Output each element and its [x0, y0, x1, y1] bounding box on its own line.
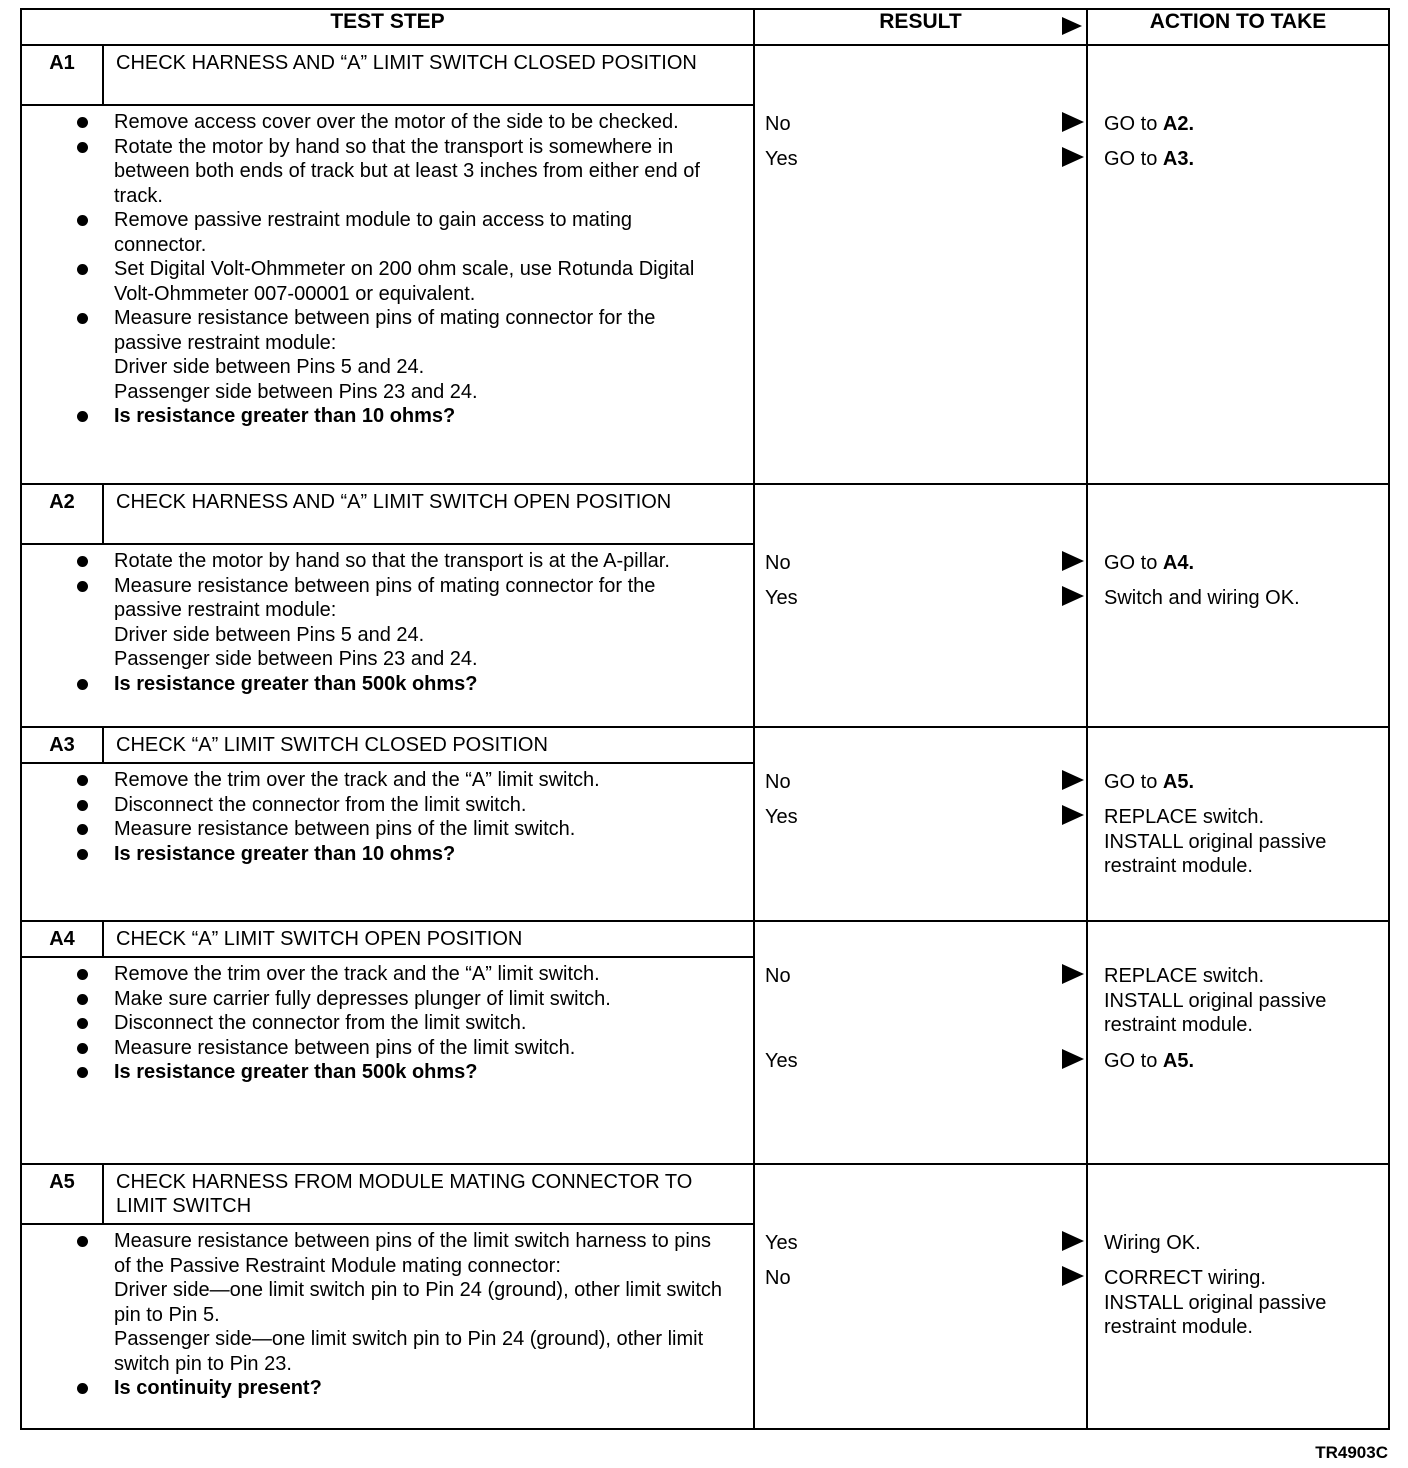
result-cell [754, 45, 1087, 484]
step-instructions [22, 958, 753, 1087]
test-step-cell [21, 727, 754, 921]
test-step-header: TEST STEP [21, 9, 754, 45]
step-row-a4 [21, 921, 1389, 1164]
instruction-bullet: Disconnect the connector from the limit switch. [114, 1011, 723, 1036]
step-id: A5 [22, 1165, 104, 1223]
action-step-reference: A5. [1162, 1050, 1195, 1072]
arrow-right-icon [1062, 147, 1084, 167]
arrow-right-icon [1062, 1266, 1084, 1286]
step-question: Is resistance greater than 10 ohms? [114, 404, 723, 429]
action-cell [1087, 45, 1389, 484]
result-label: No [765, 113, 791, 135]
instruction-bullet: Remove passive restraint module to gain access to mating connector. [114, 208, 723, 257]
action-instruction: REPLACE switch. INSTALL original passive restraint module. [1104, 965, 1327, 1036]
arrow-right-icon [1062, 1231, 1084, 1251]
step-row-a5 [21, 1164, 1389, 1429]
instruction-bullet: Measure resistance between pins of the limit switch. [114, 1036, 723, 1061]
step-heading [22, 46, 753, 106]
action-text [1104, 770, 1382, 795]
instruction-bullet: Disconnect the connector from the limit switch. [114, 793, 723, 818]
action-instruction: GO to [1104, 113, 1163, 135]
instruction-bullet: Measure resistance between pins of the limit switch harness to pins of the Passive Restraint Module mating connector: Driver side—one limit switch pin to Pin 24 (ground), other limit switch pin to Pin 5. Passenger side—one limit switch pin to Pin 24 (ground), other limit switch pin to Pin 23. [114, 1230, 722, 1375]
action-step-reference: A5. [1162, 771, 1195, 793]
table-header-row [21, 9, 1389, 45]
action-text [1104, 964, 1382, 1038]
instruction-bullet: Rotate the motor by hand so that the transport is somewhere in between both ends of track but at least 3 inches from either end of track. [114, 135, 723, 209]
action-instruction: Wiring OK. [1104, 1232, 1201, 1254]
diagnostic-table [20, 8, 1390, 1430]
instruction-bullet: Remove the trim over the track and the “A” limit switch. [114, 962, 723, 987]
result-label: Yes [765, 1050, 798, 1072]
instruction-bullet: Remove access cover over the motor of the side to be checked. [114, 110, 723, 135]
action-instruction: Switch and wiring OK. [1104, 587, 1300, 609]
instruction-bullet: Measure resistance between pins of mating connector for the passive restraint module: Driver side between Pins 5 and 24. Passenger side between Pins 23 and 24. [114, 306, 723, 404]
step-title: CHECK “A” LIMIT SWITCH CLOSED POSITION [116, 734, 548, 756]
arrow-right-icon [1062, 551, 1084, 571]
step-id: A4 [22, 922, 104, 956]
instruction-bullet: Set Digital Volt-Ohmmeter on 200 ohm scale, use Rotunda Digital Volt-Ohmmeter 007-00001 or equivalent. [114, 257, 723, 306]
result-label: Yes [765, 806, 798, 828]
step-question: Is continuity present? [114, 1376, 723, 1401]
step-instructions [22, 764, 753, 868]
instruction-bullet: Measure resistance between pins of mating connector for the passive restraint module: Driver side between Pins 5 and 24. Passenger side between Pins 23 and 24. [114, 574, 723, 672]
arrow-right-icon [1062, 805, 1084, 825]
arrow-right-icon [1062, 770, 1084, 790]
step-row-a1 [21, 45, 1389, 484]
result-label: No [765, 1267, 791, 1289]
test-step-cell [21, 921, 754, 1164]
step-id: A1 [22, 46, 104, 104]
step-heading [22, 485, 753, 545]
step-row-a3 [21, 727, 1389, 921]
action-cell [1087, 921, 1389, 1164]
step-title: CHECK “A” LIMIT SWITCH OPEN POSITION [116, 928, 523, 950]
step-heading [22, 728, 753, 764]
action-text [1104, 805, 1382, 879]
test-step-cell [21, 484, 754, 727]
result-cell [754, 484, 1087, 727]
arrow-right-icon [1062, 964, 1084, 984]
figure-code: TR4903C [1315, 1443, 1388, 1462]
action-instruction: GO to [1104, 148, 1163, 170]
diagnostic-table-sheet [20, 8, 1388, 1430]
action-instruction: REPLACE switch. INSTALL original passive restraint module. [1104, 806, 1327, 877]
action-instruction: CORRECT wiring. INSTALL original passive restraint module. [1104, 1267, 1327, 1338]
result-label: Yes [765, 1232, 798, 1254]
result-cell [754, 921, 1087, 1164]
instruction-bullet: Make sure carrier fully depresses plunger of limit switch. [114, 987, 723, 1012]
instruction-bullet: Rotate the motor by hand so that the transport is at the A-pillar. [114, 549, 723, 574]
action-header: ACTION TO TAKE [1087, 9, 1389, 45]
result-label: Yes [765, 148, 798, 170]
result-cell [754, 727, 1087, 921]
action-cell [1087, 484, 1389, 727]
step-instructions [22, 1225, 753, 1403]
step-heading [22, 922, 753, 958]
action-step-reference: A3. [1162, 148, 1195, 170]
action-text [1104, 586, 1382, 611]
step-question: Is resistance greater than 500k ohms? [114, 672, 723, 697]
action-text [1104, 112, 1382, 137]
arrow-right-icon [1062, 17, 1082, 35]
action-cell [1087, 727, 1389, 921]
arrow-right-icon [1062, 586, 1084, 606]
action-text [1104, 551, 1382, 576]
step-heading [22, 1165, 753, 1225]
instruction-bullet: Measure resistance between pins of the limit switch. [114, 817, 723, 842]
instruction-bullet: Remove the trim over the track and the “A” limit switch. [114, 768, 723, 793]
result-header-label: RESULT [879, 10, 962, 33]
result-cell [754, 1164, 1087, 1429]
result-label: No [765, 552, 791, 574]
test-step-cell [21, 45, 754, 484]
action-step-reference: A2. [1162, 113, 1195, 135]
result-label: No [765, 965, 791, 987]
result-label: Yes [765, 587, 798, 609]
result-header [754, 9, 1087, 45]
step-id: A2 [22, 485, 104, 543]
step-row-a2 [21, 484, 1389, 727]
action-instruction: GO to [1104, 552, 1163, 574]
step-id: A3 [22, 728, 104, 762]
action-cell [1087, 1164, 1389, 1429]
action-text [1104, 1231, 1382, 1256]
arrow-right-icon [1062, 112, 1084, 132]
step-question: Is resistance greater than 10 ohms? [114, 842, 723, 867]
step-title: CHECK HARNESS FROM MODULE MATING CONNECTOR TO LIMIT SWITCH [116, 1171, 693, 1217]
action-text [1104, 1266, 1382, 1340]
action-text [1104, 147, 1382, 172]
arrow-right-icon [1062, 1049, 1084, 1069]
result-label: No [765, 771, 791, 793]
step-instructions [22, 545, 753, 698]
step-title: CHECK HARNESS AND “A” LIMIT SWITCH OPEN POSITION [116, 491, 672, 513]
action-text [1104, 1049, 1382, 1074]
action-step-reference: A4. [1162, 552, 1195, 574]
step-question: Is resistance greater than 500k ohms? [114, 1060, 723, 1085]
step-instructions [22, 106, 753, 431]
action-instruction: GO to [1104, 1050, 1163, 1072]
test-step-cell [21, 1164, 754, 1429]
action-instruction: GO to [1104, 771, 1163, 793]
step-title: CHECK HARNESS AND “A” LIMIT SWITCH CLOSED POSITION [116, 52, 697, 74]
